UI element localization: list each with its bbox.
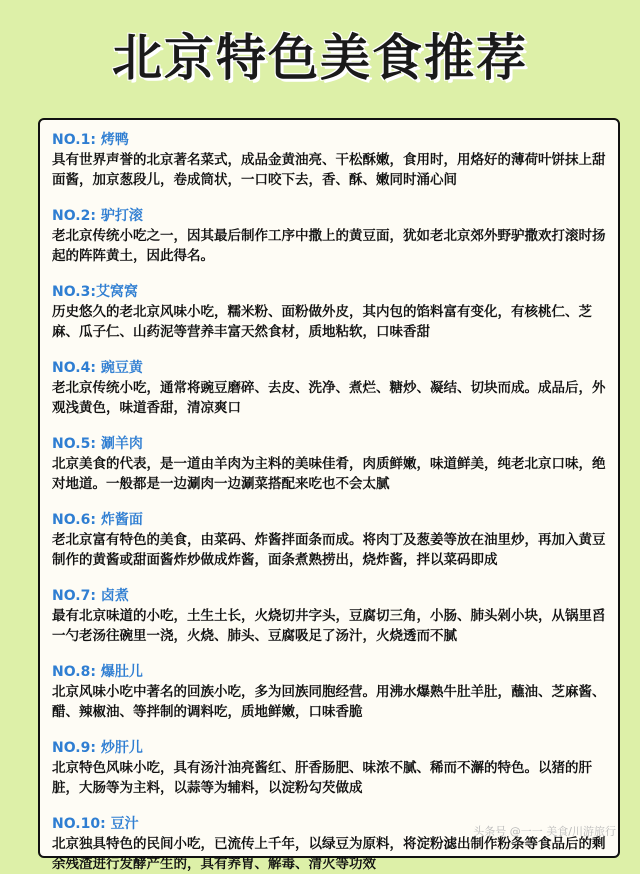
food-item-desc: 北京美食的代表，是一道由羊肉为主料的美味佳肴，肉质鲜嫩，味道鲜美，纯老北京口味，绝对地道。一般都是一边涮肉一边涮菜搭配来吃也不会太腻: [52, 456, 606, 492]
food-item: [52, 662, 608, 722]
food-item-desc: 最有北京味道的小吃，土生土长，火烧切井字头，豆腐切三角，小肠、肺头剁小块，从锅里舀一勺老汤往碗里一浇，火烧、肺头、豆腐吸足了汤汁，火烧透而不腻: [52, 608, 606, 644]
page-title: 北京特色美食推荐: [112, 29, 528, 87]
food-list-card: [38, 118, 620, 872]
food-item: [52, 510, 608, 570]
food-item-desc: 历史悠久的老北京风味小吃，糯米粉、面粉做外皮，其内包的馅料富有变化，有核桃仁、芝麻、瓜子仁、山药泥等营养丰富天然食材，质地粘软，口味香甜: [52, 304, 592, 340]
food-item-desc: 北京风味小吃中著名的回族小吃，多为回族同胞经营。用沸水爆熟牛肚羊肚，蘸油、芝麻酱、醋、辣椒油、等拌制的调料吃，质地鲜嫩，口味香脆: [52, 684, 606, 720]
food-item-desc: 北京特色风味小吃，具有汤汁油亮酱红、肝香肠肥、味浓不腻、稀而不澥的特色。以猪的肝脏，大肠等为主料，以蒜等为辅料，以淀粉勾芡做成: [52, 760, 592, 796]
food-item-desc: 北京独具特色的民间小吃，已流传上千年，以绿豆为原料，将淀粉滤出制作粉条等食品后的剩余残渣进行发酵产生的，具有养胃、解毒、清火等功效: [52, 836, 606, 872]
food-item-title: NO.6: 炸酱面: [52, 512, 143, 528]
food-item: [52, 206, 608, 266]
food-item-title: NO.10: 豆汁: [52, 816, 139, 832]
food-item-title: NO.4: 豌豆黄: [52, 360, 143, 376]
food-item-title: NO.3:艾窝窝: [52, 284, 138, 300]
food-item: [52, 130, 608, 190]
food-item-title: NO.2: 驴打滚: [52, 208, 143, 224]
food-item: [52, 282, 608, 342]
food-item-title: NO.8: 爆肚儿: [52, 664, 143, 680]
food-item: [52, 738, 608, 798]
food-item: [52, 434, 608, 494]
food-item: [52, 586, 608, 646]
food-item-desc: 老北京富有特色的美食，由菜码、炸酱拌面条而成。将肉丁及葱姜等放在油里炒，再加入黄豆制作的黄酱或甜面酱炸炒做成炸酱，面条煮熟捞出，烧炸酱，拌以菜码即成: [52, 532, 606, 568]
food-item-desc: 老北京传统小吃，通常将豌豆磨碎、去皮、洗净、煮烂、糖炒、凝结、切块而成。成品后，外观浅黄色，味道香甜，清凉爽口: [52, 380, 606, 416]
food-item-desc: 具有世界声誉的北京著名菜式，成品金黄油亮、干松酥嫩，食用时，用烙好的薄荷叶饼抹上甜面酱，加京葱段儿，卷成筒状，一口咬下去，香、酥、嫩同时涌心间: [52, 152, 606, 188]
food-item-title: NO.1: 烤鸭: [52, 132, 129, 148]
watermark: 头条号 @一一 美食/川游旅行: [473, 825, 616, 838]
food-item-desc: 老北京传统小吃之一，因其最后制作工序中撒上的黄豆面，犹如老北京郊外野驴撒欢打滚时扬起的阵阵黄土，因此得名。: [52, 228, 606, 264]
food-item-title: NO.7: 卤煮: [52, 588, 129, 604]
food-item-title: NO.5: 涮羊肉: [52, 436, 143, 452]
food-item-title: NO.9: 炒肝儿: [52, 740, 143, 756]
food-item: [52, 358, 608, 418]
